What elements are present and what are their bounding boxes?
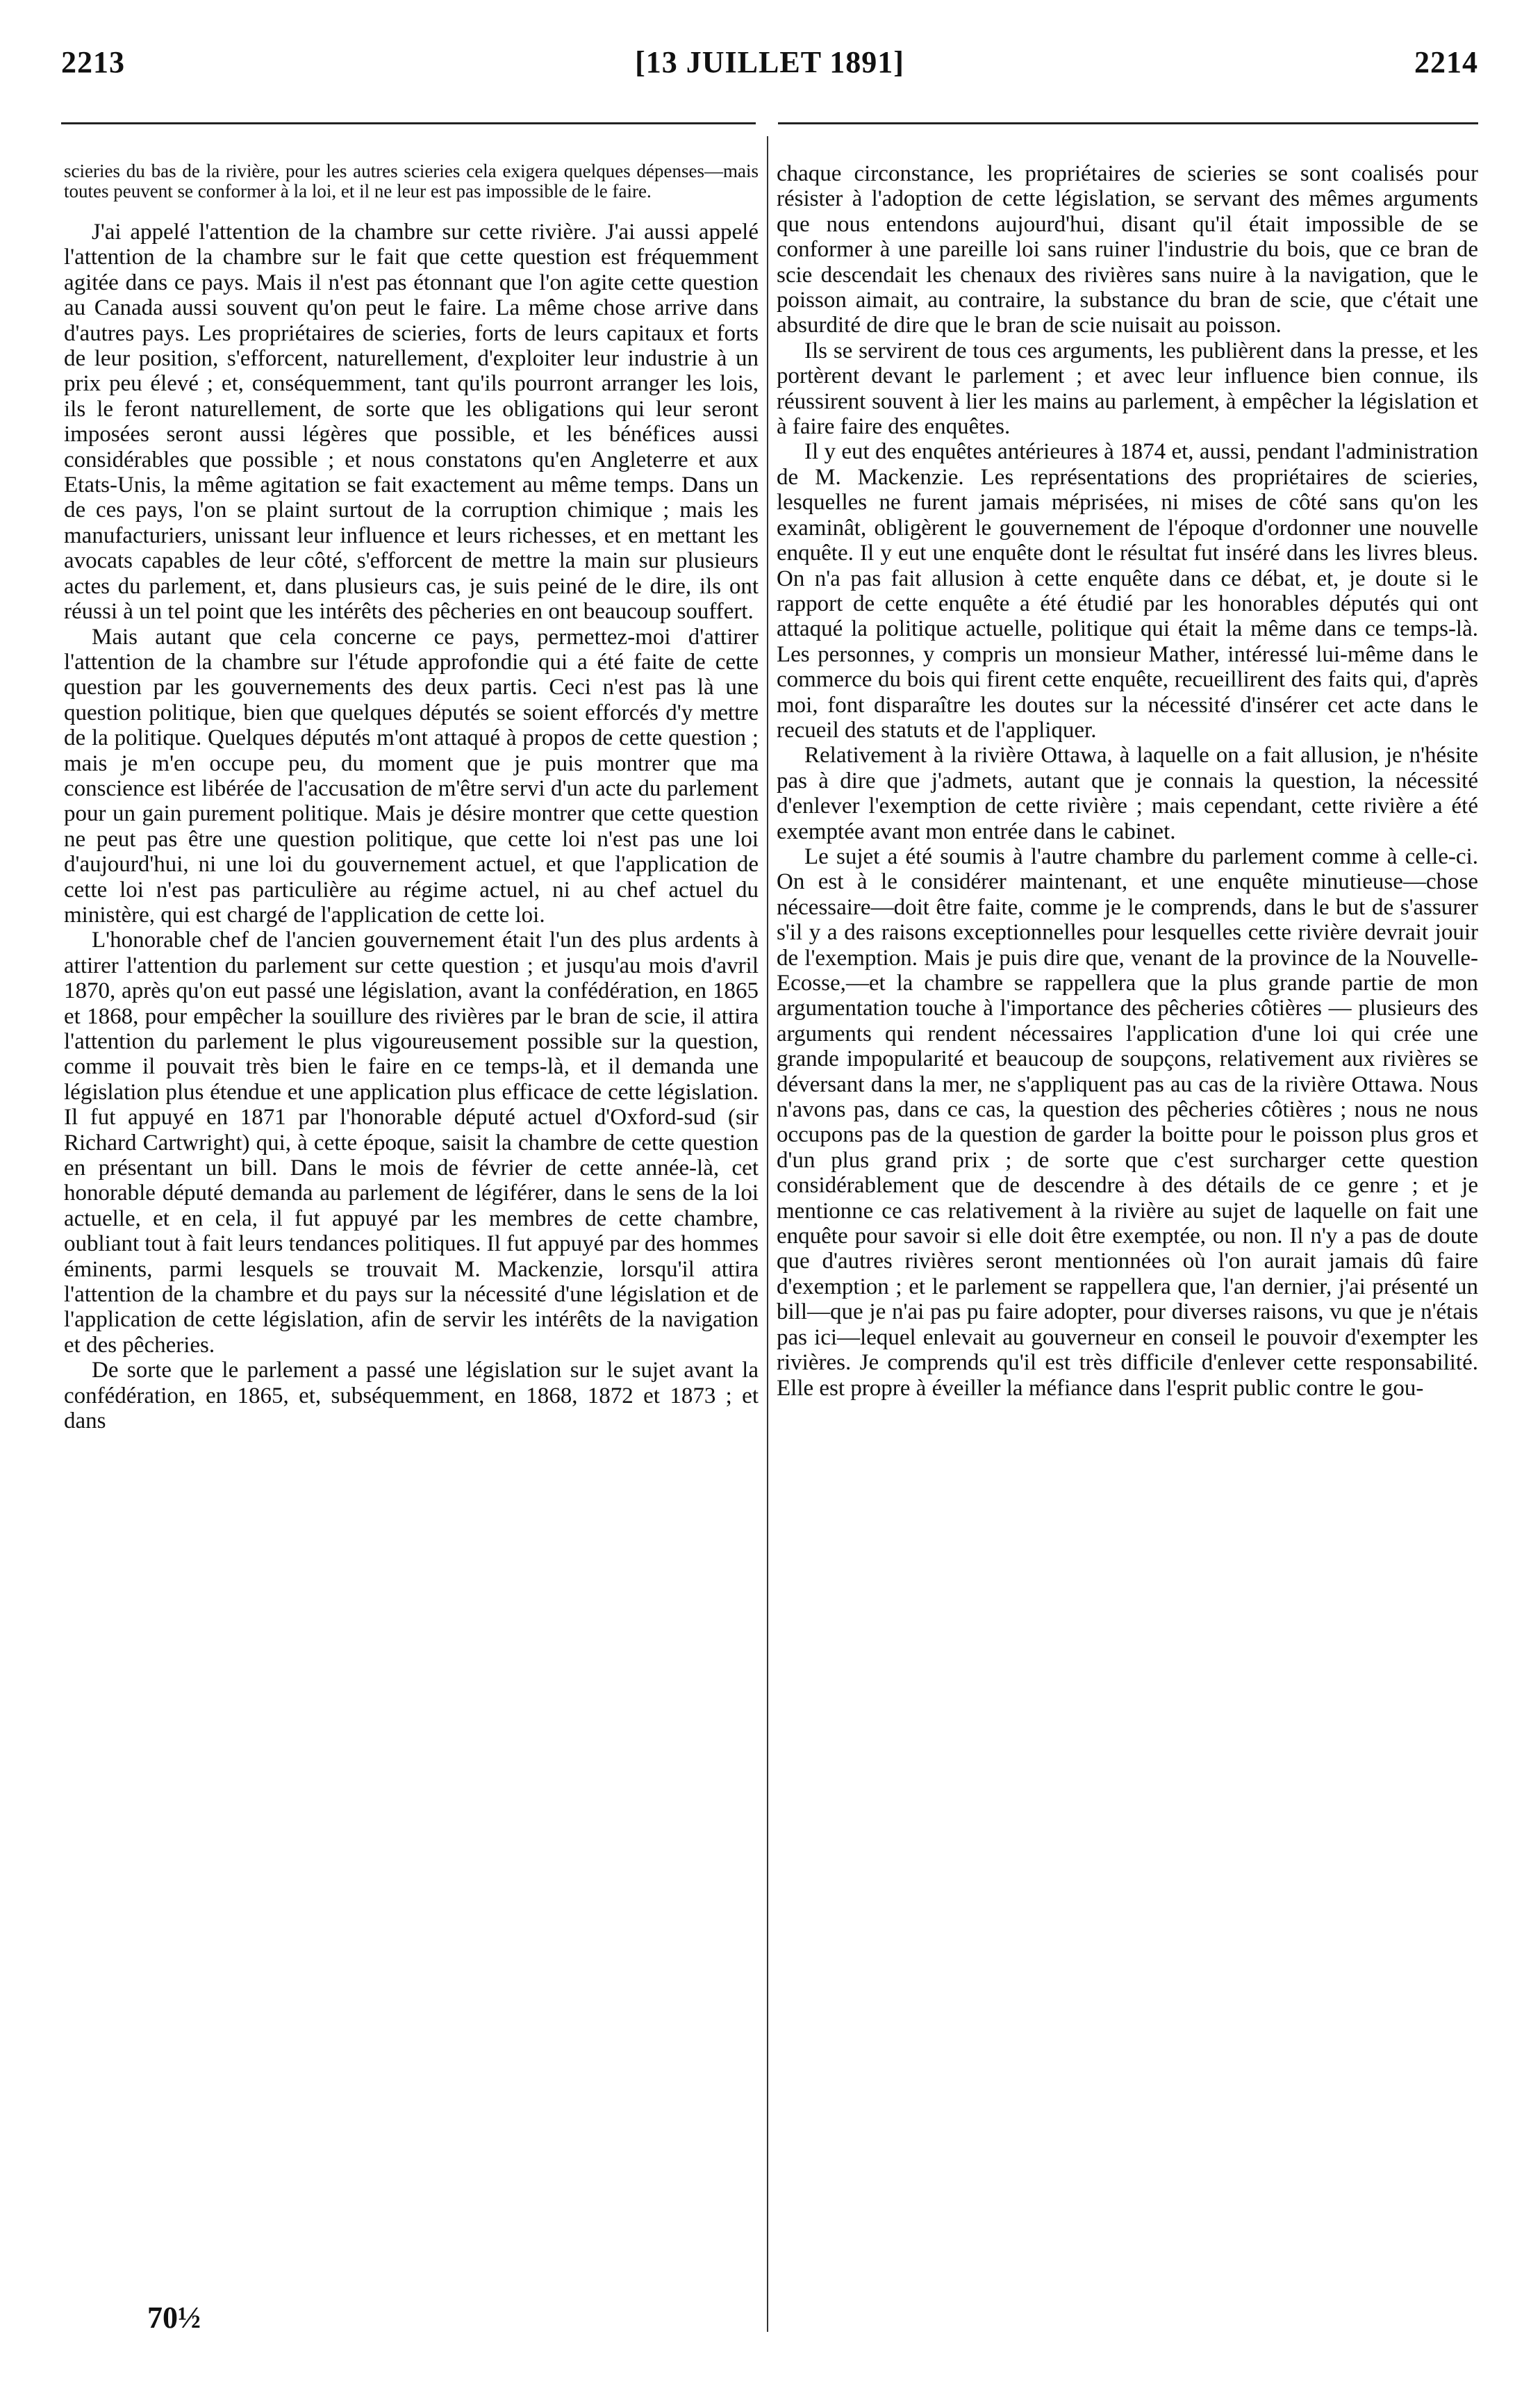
left-column (64, 161, 759, 1434)
right-paragraph-4: Relativement à la rivière Ottawa, à laquelle on a fait allusion, je n'hésite pas à dire que j'admets, autant que je connais la question, la nécessité d'enlever l'exemption de cette rivière ; mais cependant, cette rivière a été exemptée avant mon entrée dans le cabinet. (777, 743, 1478, 844)
signature-mark: 70½ (147, 2301, 201, 2335)
right-column (777, 161, 1478, 1401)
left-paragraph-4: L'honorable chef de l'ancien gouvernement était l'un des plus ardents à attirer l'attention du parlement sur cette question ; et jusqu'au mois d'avril 1870, après qu'on eut passé une législation, avant la confédération, en 1865 et 1868, pour empêcher la souillure des rivières par le bran de scie, il attira l'attention du parlement le plus vigoureusement possible sur la question, comme il pouvait très bien le faire en ce temps-là, et il demanda une législation plus étendue et une application plus efficace de cette législation. Il fut appuyé en 1871 par l'honorable député actuel d'Oxford-sud (sir Richard Cartwright) qui, à cette époque, saisit la chambre de cette question en présentant un bill. Dans le mois de février de cette année-là, cet honorable député demanda au parlement de légiférer, dans le sens de la loi actuelle, et en cela, il fut appuyé par les membres de cette chambre, oubliant tout à fait leurs tendances politiques. Il fut appuyé par des hommes éminents, parmi lesquels se trouvait M. Mackenzie, lorsqu'il attira l'attention de la chambre et du pays sur la nécessité d'une législation et de l'application de cette législation, afin de servir les intérêts de la navigation et des pêcheries. (64, 928, 759, 1358)
column-divider (767, 136, 768, 2332)
left-paragraph-5: De sorte que le parlement a passé une législation sur le sujet avant la confédération, en 1865, et, subséquemment, en 1868, 1872 et 1873 ; et dans (64, 1358, 759, 1434)
header-date: [13 JUILLET 1891] (635, 45, 904, 79)
right-paragraph-1: chaque circonstance, les propriétaires de scieries se sont coalisés pour résister à l'adoption de cette législation, se servant des mêmes arguments que nous entendons aujourd'hui, disant qu'il était impossible de se conformer à une pareille loi sans ruiner l'industrie du bois, que ce bran de scie descendait les chenaux des rivières sans nuire à la navigation, que le poisson aimait, au contraire, la substance du bran de scie, que c'était une absurdité de dire que le bran de scie nuisait au poisson. (777, 161, 1478, 338)
right-page-number: 2214 (1414, 45, 1478, 79)
header-rule-left (61, 122, 756, 124)
right-paragraph-5: Le sujet a été soumis à l'autre chambre du parlement comme à celle-ci. On est à le considérer maintenant, et une enquête minutieuse—chose nécessaire—doit être faite, comme je le comprends, dans le but de s'assurer s'il y a des raisons exceptionnelles pour lesquelles cette rivière devrait jouir de l'exemption. Mais je puis dire que, venant de la province de la Nouvelle-Ecosse,—et la chambre se rappellera que la plus grande partie de mon argumentation touche à l'importance des pêcheries côtières — plusieurs des arguments qui rendent nécessaires l'application d'une loi qui crée une grande impopularité et beaucoup de soupçons, relativement aux rivières se déversant dans la mer, ne s'appliquent pas au cas de la rivière Ottawa. Nous n'avons pas, dans ce cas, la question des pêcheries côtières ; nous ne nous occupons pas de la question de garder la boitte pour le poisson plus gros et d'un plus grand prix ; de sorte que c'est surcharger cette question considérablement que de descendre à des détails de ce genre ; et je mentionne ce cas relativement à la rivière au sujet de laquelle on fait une enquête pour savoir si elle doit être exemptée, ou non. Il n'y a pas de doute que d'autres rivières seront mentionnées où l'on aurait jamais dû faire d'exemption ; et le parlement se rappellera que, l'an dernier, j'ai présenté un bill—que je n'ai pas pu faire adopter, pour diverses raisons, vu que je n'étais pas ici—lequel enlevait au gouverneur en conseil le pouvoir d'exempter les rivières. Je comprends qu'il est très difficile d'enlever cette responsabilité. Elle est propre à éveiller la méfiance dans l'esprit public contre le gou- (777, 844, 1478, 1401)
left-paragraph-2: J'ai appelé l'attention de la chambre sur cette rivière. J'ai aussi appelé l'attention de la chambre sur le fait que cette question est fréquemment agitée dans ce pays. Mais il n'est pas étonnant que l'on agite cette question au Canada aussi souvent qu'on peut le faire. La même chose arrive dans d'autres pays. Les propriétaires de scieries, forts de leurs capitaux et forts de leur position, s'efforcent, naturellement, d'exploiter leur industrie à un prix peu élevé ; et, conséquemment, tant qu'ils pourront arranger les lois, ils le feront naturellement, de sorte que les obligations qui leur seront imposées seront aussi légères que possible, et les bénéfices aussi considérables que possible ; et nous constatons qu'en Angleterre et aux Etats-Unis, la même agitation se fait exactement au même temps. Dans un de ces pays, l'on se plaint surtout de la corruption chimique ; mais les manufacturiers, unissant leur influence et leurs richesses, et en mettant les avocats capables de leur côté, s'efforcent de mettre la main sur plusieurs actes du parlement, et, dans plusieurs cas, je suis peiné de le dire, ils ont réussi à un tel point que les intérêts des pêcheries en ont beaucoup souffert. (64, 220, 759, 625)
left-paragraph-1: scieries du bas de la rivière, pour les autres scieries cela exigera quelques dépenses—mais toutes peuvent se conformer à la loi, et il ne leur est pas impossible de le faire. (64, 161, 759, 202)
page-header (61, 44, 1478, 100)
left-page-number: 2213 (61, 45, 125, 79)
header-rule-right (778, 122, 1478, 124)
left-paragraph-3: Mais autant que cela concerne ce pays, permettez-moi d'attirer l'attention de la chambre sur l'étude approfondie qui a été faite de cette question par les gouvernements des deux partis. Ceci n'est pas là une question politique, bien que quelques députés se soient efforcés d'y mettre de la politique. Quelques députés m'ont attaqué à propos de cette question ; mais je m'en occupe peu, du moment que je puis montrer que ma conscience est libérée de l'accusation de m'être servi d'un acte du parlement pour un gain purement politique. Mais je désire montrer que cette question ne peut pas être une question politique, que cette loi n'est pas une loi d'aujourd'hui, ni une loi du gouvernement actuel, et que l'application de cette loi n'est pas particulière au régime actuel, ni au chef actuel du ministère, qui est chargé de l'application de cette loi. (64, 624, 759, 928)
right-paragraph-2: Ils se servirent de tous ces arguments, les publièrent dans la presse, et les portèrent devant le parlement ; et avec leur influence bien connue, ils réussirent souvent à lier les mains au parlement, à empêcher la législation et à faire faire des enquêtes. (777, 338, 1478, 440)
right-paragraph-3: Il y eut des enquêtes antérieures à 1874 et, aussi, pendant l'administration de M. Mackenzie. Les représentations des propriétaires de scieries, lesquelles ne furent jamais méprisées, ni mises de côté sans qu'on les examinât, obligèrent le gouvernement de l'époque d'ordonner une nouvelle enquête. Il y eut une enquête dont le résultat fut inséré dans les livres bleus. On n'a pas fait allusion à cette enquête dans ce débat, et, je doute si le rapport de cette enquête a été étudié par les honorables députés qui ont attaqué la politique actuelle, politique qui était la même dans ce temps-là. Les personnes, y compris un monsieur Mather, intéressé lui-même dans le commerce du bois qui firent cette enquête, recueillirent des faits qui, d'après moi, font disparaître les doutes sur la nécessité d'insérer cet acte dans le recueil des statuts et de l'appliquer. (777, 439, 1478, 743)
